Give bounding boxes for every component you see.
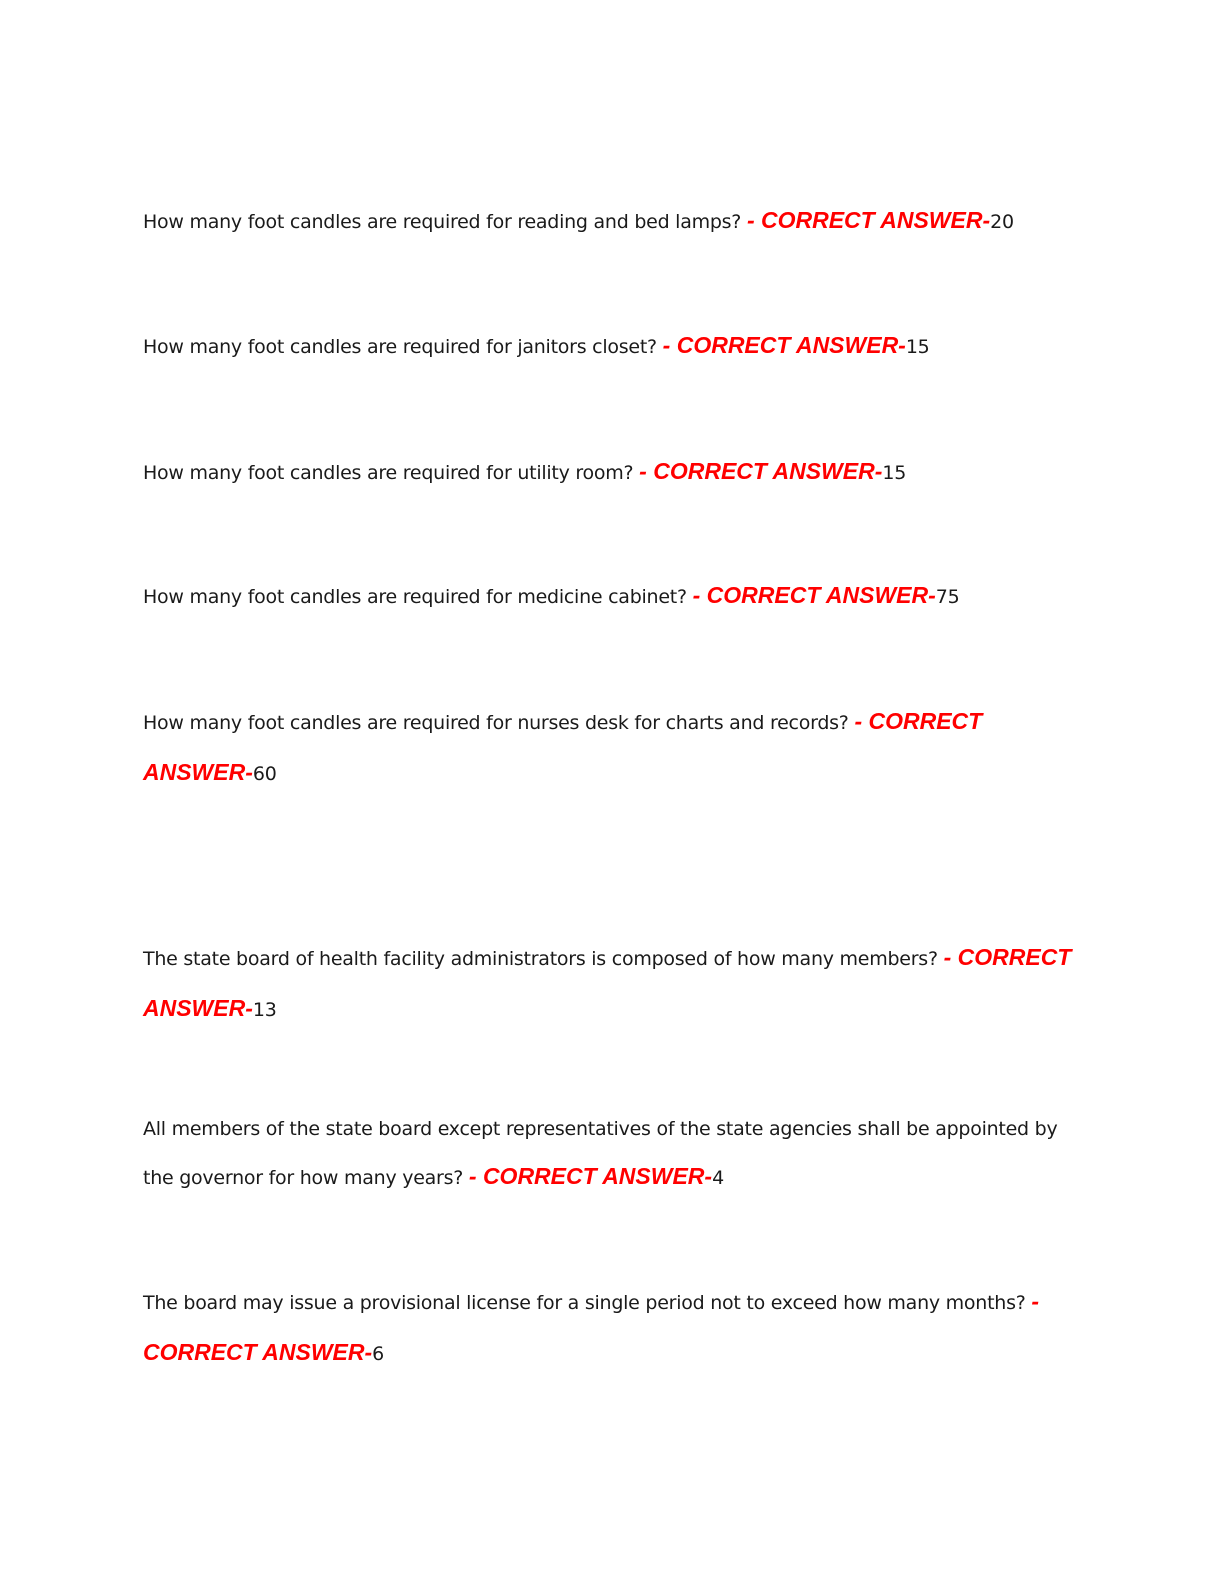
correct-answer-marker: - CORRECT ANSWER- <box>143 944 1072 1021</box>
qa-item <box>143 571 1083 622</box>
answer-text: 13 <box>252 999 277 1021</box>
answer-text: 75 <box>935 586 960 608</box>
question-text: The state board of health facility administrators is composed of how many members? <box>143 948 944 970</box>
question-text: How many foot candles are required for nurses desk for charts and records? <box>143 712 855 734</box>
question-text: All members of the state board except representatives of the state agencies shall be appointed by the governor for how many years? <box>143 1118 1058 1189</box>
qa-item <box>143 1106 1083 1202</box>
qa-item <box>143 196 1083 247</box>
answer-text: 15 <box>882 462 907 484</box>
qa-item <box>143 1277 1083 1379</box>
qa-item <box>143 933 1083 1035</box>
correct-answer-marker: - CORRECT ANSWER- <box>143 1288 1040 1365</box>
qa-item <box>143 447 1083 498</box>
answer-text: 15 <box>905 336 930 358</box>
answer-text: 4 <box>712 1167 724 1189</box>
answer-text: 60 <box>252 763 277 785</box>
answer-text: 6 <box>372 1343 384 1365</box>
qa-item <box>143 697 1083 799</box>
correct-answer-marker: - CORRECT ANSWER- <box>662 332 906 358</box>
question-text: How many foot candles are required for reading and bed lamps? <box>143 211 747 233</box>
qa-item <box>143 321 1083 372</box>
question-text: How many foot candles are required for medicine cabinet? <box>143 586 693 608</box>
answer-text: 20 <box>990 211 1014 233</box>
correct-answer-marker: - CORRECT ANSWER- <box>468 1163 713 1189</box>
question-text: How many foot candles are required for utility room? <box>143 462 640 484</box>
question-text: The board may issue a provisional license for a single period not to exceed how many months? <box>143 1292 1032 1314</box>
correct-answer-marker: - CORRECT ANSWER- <box>746 207 991 233</box>
correct-answer-marker: - CORRECT ANSWER- <box>639 458 883 484</box>
question-text: How many foot candles are required for janitors closet? <box>143 336 663 358</box>
correct-answer-marker: - CORRECT ANSWER- <box>692 582 936 608</box>
correct-answer-marker: - CORRECT ANSWER- <box>143 708 983 785</box>
